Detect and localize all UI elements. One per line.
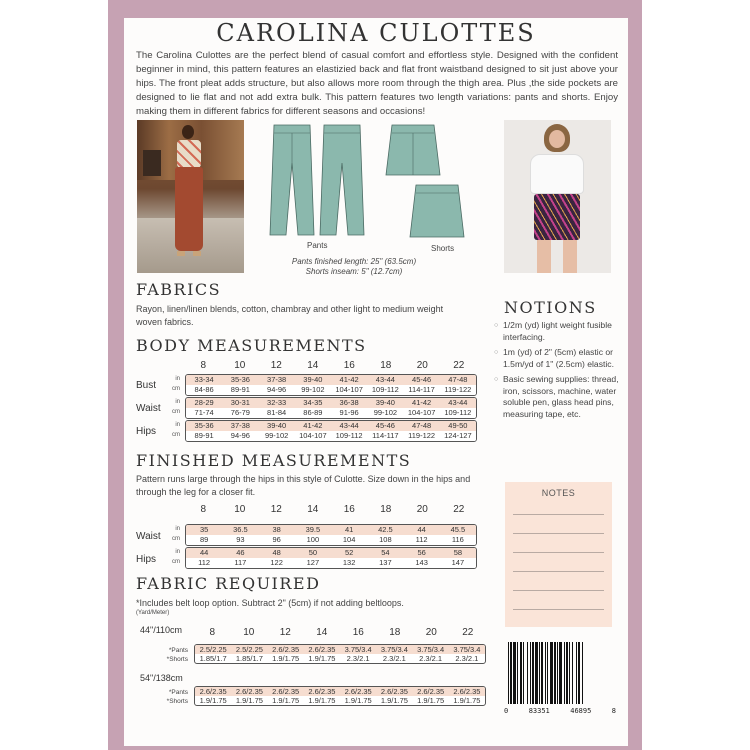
fabrics-heading: FABRICS — [136, 280, 222, 299]
barcode-bar — [532, 642, 534, 704]
body-row-bust: 33-34 35-36 37-38 39-40 41-42 43-44 45-46 47-48 84-86 89-91 94-96 99-102 104-107 109-112 114-117 119-122 — [185, 374, 477, 396]
pants-label: Pants — [307, 241, 328, 250]
barcode-bar — [510, 642, 512, 704]
body-size-header — [185, 360, 477, 371]
notes-line — [513, 609, 604, 610]
size-label: 16 — [343, 504, 355, 515]
technical-sketch — [262, 123, 492, 251]
barcode-bar — [569, 642, 570, 704]
notion-item: ○ 1/2m (yd) light weight fusible interfacing. — [494, 320, 620, 343]
barcode-bar — [508, 642, 509, 704]
barcode-bar — [550, 642, 553, 704]
barcode-bar — [578, 642, 580, 704]
model-photo-pants — [137, 120, 244, 273]
fabric-width-label: 54"/138cm — [140, 673, 183, 683]
barcode-bar — [520, 642, 522, 704]
finished-row-label: Hips — [136, 554, 157, 565]
fabric-row-labels: *Pants *Shorts — [166, 689, 188, 705]
finished-row-hips: 44 46 48 50 52 54 56 58 112 117 122 127 132 137 143 147 — [185, 547, 477, 569]
barcode-bar — [564, 642, 565, 704]
barcode-bar — [572, 642, 573, 704]
barcode-bar — [541, 642, 543, 704]
unit-labels: in cm — [172, 526, 180, 542]
model-photo-shorts — [504, 120, 611, 273]
barcode-bar — [535, 642, 538, 704]
fabric-unit-note: (Yard/Meter) — [136, 610, 170, 616]
size-label: 12 — [270, 360, 282, 371]
notes-title: NOTES — [541, 488, 576, 498]
size-label: 8 — [200, 504, 207, 515]
finished-measurements-heading: FINISHED MEASUREMENTS — [136, 451, 412, 470]
intro-paragraph: The Carolina Culottes are the perfect blend of casual comfort and effortless style. Designed with the confident beginner in mind, this pattern features an elastizied back and flat front waistband designed to sit just above your hips. The front pleat adds structure, but also allows more room through the thigh area. Plus ,the side pockets are designed to lie flat and not add extra bulk. This pattern features two length variations: pants and shorts. Enjoy making them in different fabrics for different seasons and occasions! — [136, 50, 618, 117]
notions-list — [494, 320, 620, 424]
notes-line — [513, 571, 604, 572]
size-label: 14 — [316, 627, 328, 638]
fabric-table-54: 2.6/2.35 2.6/2.35 2.6/2.35 2.6/2.35 2.6/2.35 2.6/2.35 2.6/2.35 2.6/2.35 1.9/1.75 1.9/1.75 1.9/1.75 1.9/1.75 1.9/1.75 1.9/1.75 1.9/1.75 1.9/1.75 — [194, 686, 486, 706]
unit-labels: in cm — [172, 376, 180, 392]
size-label: 14 — [307, 504, 319, 515]
barcode-bar — [513, 642, 516, 704]
size-label: 8 — [209, 627, 216, 638]
unit-labels: in cm — [172, 399, 180, 415]
fabric-required-heading: FABRIC REQUIRED — [136, 574, 321, 593]
body-row-label: Waist — [136, 403, 161, 414]
size-label: 12 — [270, 504, 282, 515]
barcode-bar — [554, 642, 556, 704]
barcode-image — [508, 642, 611, 704]
body-measurements-heading: BODY MEASUREMENTS — [136, 336, 367, 355]
unit-labels: in cm — [172, 422, 180, 438]
size-label: 16 — [352, 627, 364, 638]
body-row-label: Bust — [136, 380, 157, 391]
size-label: 18 — [389, 627, 401, 638]
shorts-inseam-text: Shorts inseam: 5" (12.7cm) — [305, 267, 403, 276]
barcode-bar — [523, 642, 524, 704]
fabrics-text: Rayon, linen/linen blends, cotton, chambray and other light to medium weight woven fabrics. — [136, 304, 444, 327]
finished-row-waist: 35 36.5 38 39.5 41 42.5 44 45.5 89 93 96 100 104 108 112 116 — [185, 524, 477, 546]
barcode-bar — [576, 642, 577, 704]
size-label: 16 — [343, 360, 355, 371]
barcode-bar — [557, 642, 558, 704]
barcode-bar — [547, 642, 548, 704]
pants-length-text: Pants finished length: 25" (63.5cm) — [291, 257, 417, 266]
barcode-bar — [582, 642, 583, 704]
fabric-required-note: *Includes belt loop option. Subtract 2" (5cm) if not adding beltloops. — [136, 598, 404, 608]
size-label: 20 — [425, 627, 437, 638]
size-label: 18 — [380, 504, 392, 515]
finished-row-label: Waist — [136, 531, 161, 542]
barcode-bar — [517, 642, 518, 704]
size-label: 10 — [234, 504, 246, 515]
size-label: 22 — [453, 360, 465, 371]
size-label: 22 — [453, 504, 465, 515]
fabric-width-label: 44"/110cm — [140, 625, 183, 635]
size-label: 8 — [200, 360, 207, 371]
body-row-hips: 35-36 37-38 39-40 41-42 43-44 45-46 47-48 49-50 89-91 94-96 99-102 104-107 109-112 114-117 119-122 124-127 — [185, 420, 477, 442]
pattern-back-page — [124, 18, 628, 746]
notes-line — [513, 514, 604, 515]
size-label: 20 — [416, 504, 428, 515]
notions-heading: NOTIONS — [504, 298, 597, 317]
barcode-number: 0 83351 46895 8 — [504, 707, 616, 715]
pants-back-sketch — [320, 125, 364, 235]
finished-note: Pattern runs large through the hips in this style of Culotte. Size down in the hips and through the leg for a closer fit. — [136, 474, 471, 497]
body-row-label: Hips — [136, 426, 157, 437]
notes-line — [513, 590, 604, 591]
fabric-size-header — [194, 627, 486, 638]
size-label: 14 — [307, 360, 319, 371]
size-label: 10 — [234, 360, 246, 371]
notes-box — [505, 482, 612, 627]
barcode-bar — [527, 642, 528, 704]
barcode-bar — [530, 642, 531, 704]
unit-labels: in cm — [172, 549, 180, 565]
body-row-waist: 28-29 30-31 32-33 34-35 36-38 39-40 41-42 43-44 71-74 76-79 81-84 86-89 91-96 99-102 104-107 109-112 — [185, 397, 477, 419]
fabric-row-labels: *Pants *Shorts — [166, 647, 188, 663]
barcode-bar — [545, 642, 546, 704]
finished-size-header — [185, 504, 477, 515]
size-label: 12 — [279, 627, 291, 638]
page-title: CAROLINA CULOTTES — [216, 19, 536, 47]
fabric-table-44: 2.5/2.25 2.5/2.25 2.6/2.35 2.6/2.35 3.75/3.4 3.75/3.4 3.75/3.4 3.75/3.4 1.85/1.7 1.85/1.7 1.9/1.75 1.9/1.75 2.3/2.1 2.3/2.1 2.3/2.1 2.3/2.1 — [194, 644, 486, 664]
size-label: 22 — [462, 627, 474, 638]
size-label: 10 — [243, 627, 255, 638]
barcode-bar — [559, 642, 562, 704]
barcode-bar — [566, 642, 568, 704]
size-label: 18 — [380, 360, 392, 371]
notes-line — [513, 552, 604, 553]
notion-item: ○ Basic sewing supplies: thread, iron, scissors, machine, water soluble pen, glass head pins, measuring tape, etc. — [494, 374, 620, 420]
barcode-bar — [539, 642, 540, 704]
notion-item: ○ 1m (yd) of 2" (5cm) elastic or 1.5m/yd of 1" (2.5cm) elastic. — [494, 347, 620, 370]
shorts-label: Shorts — [431, 244, 455, 253]
notes-line — [513, 533, 604, 534]
finished-length-note — [274, 257, 434, 277]
size-label: 20 — [416, 360, 428, 371]
